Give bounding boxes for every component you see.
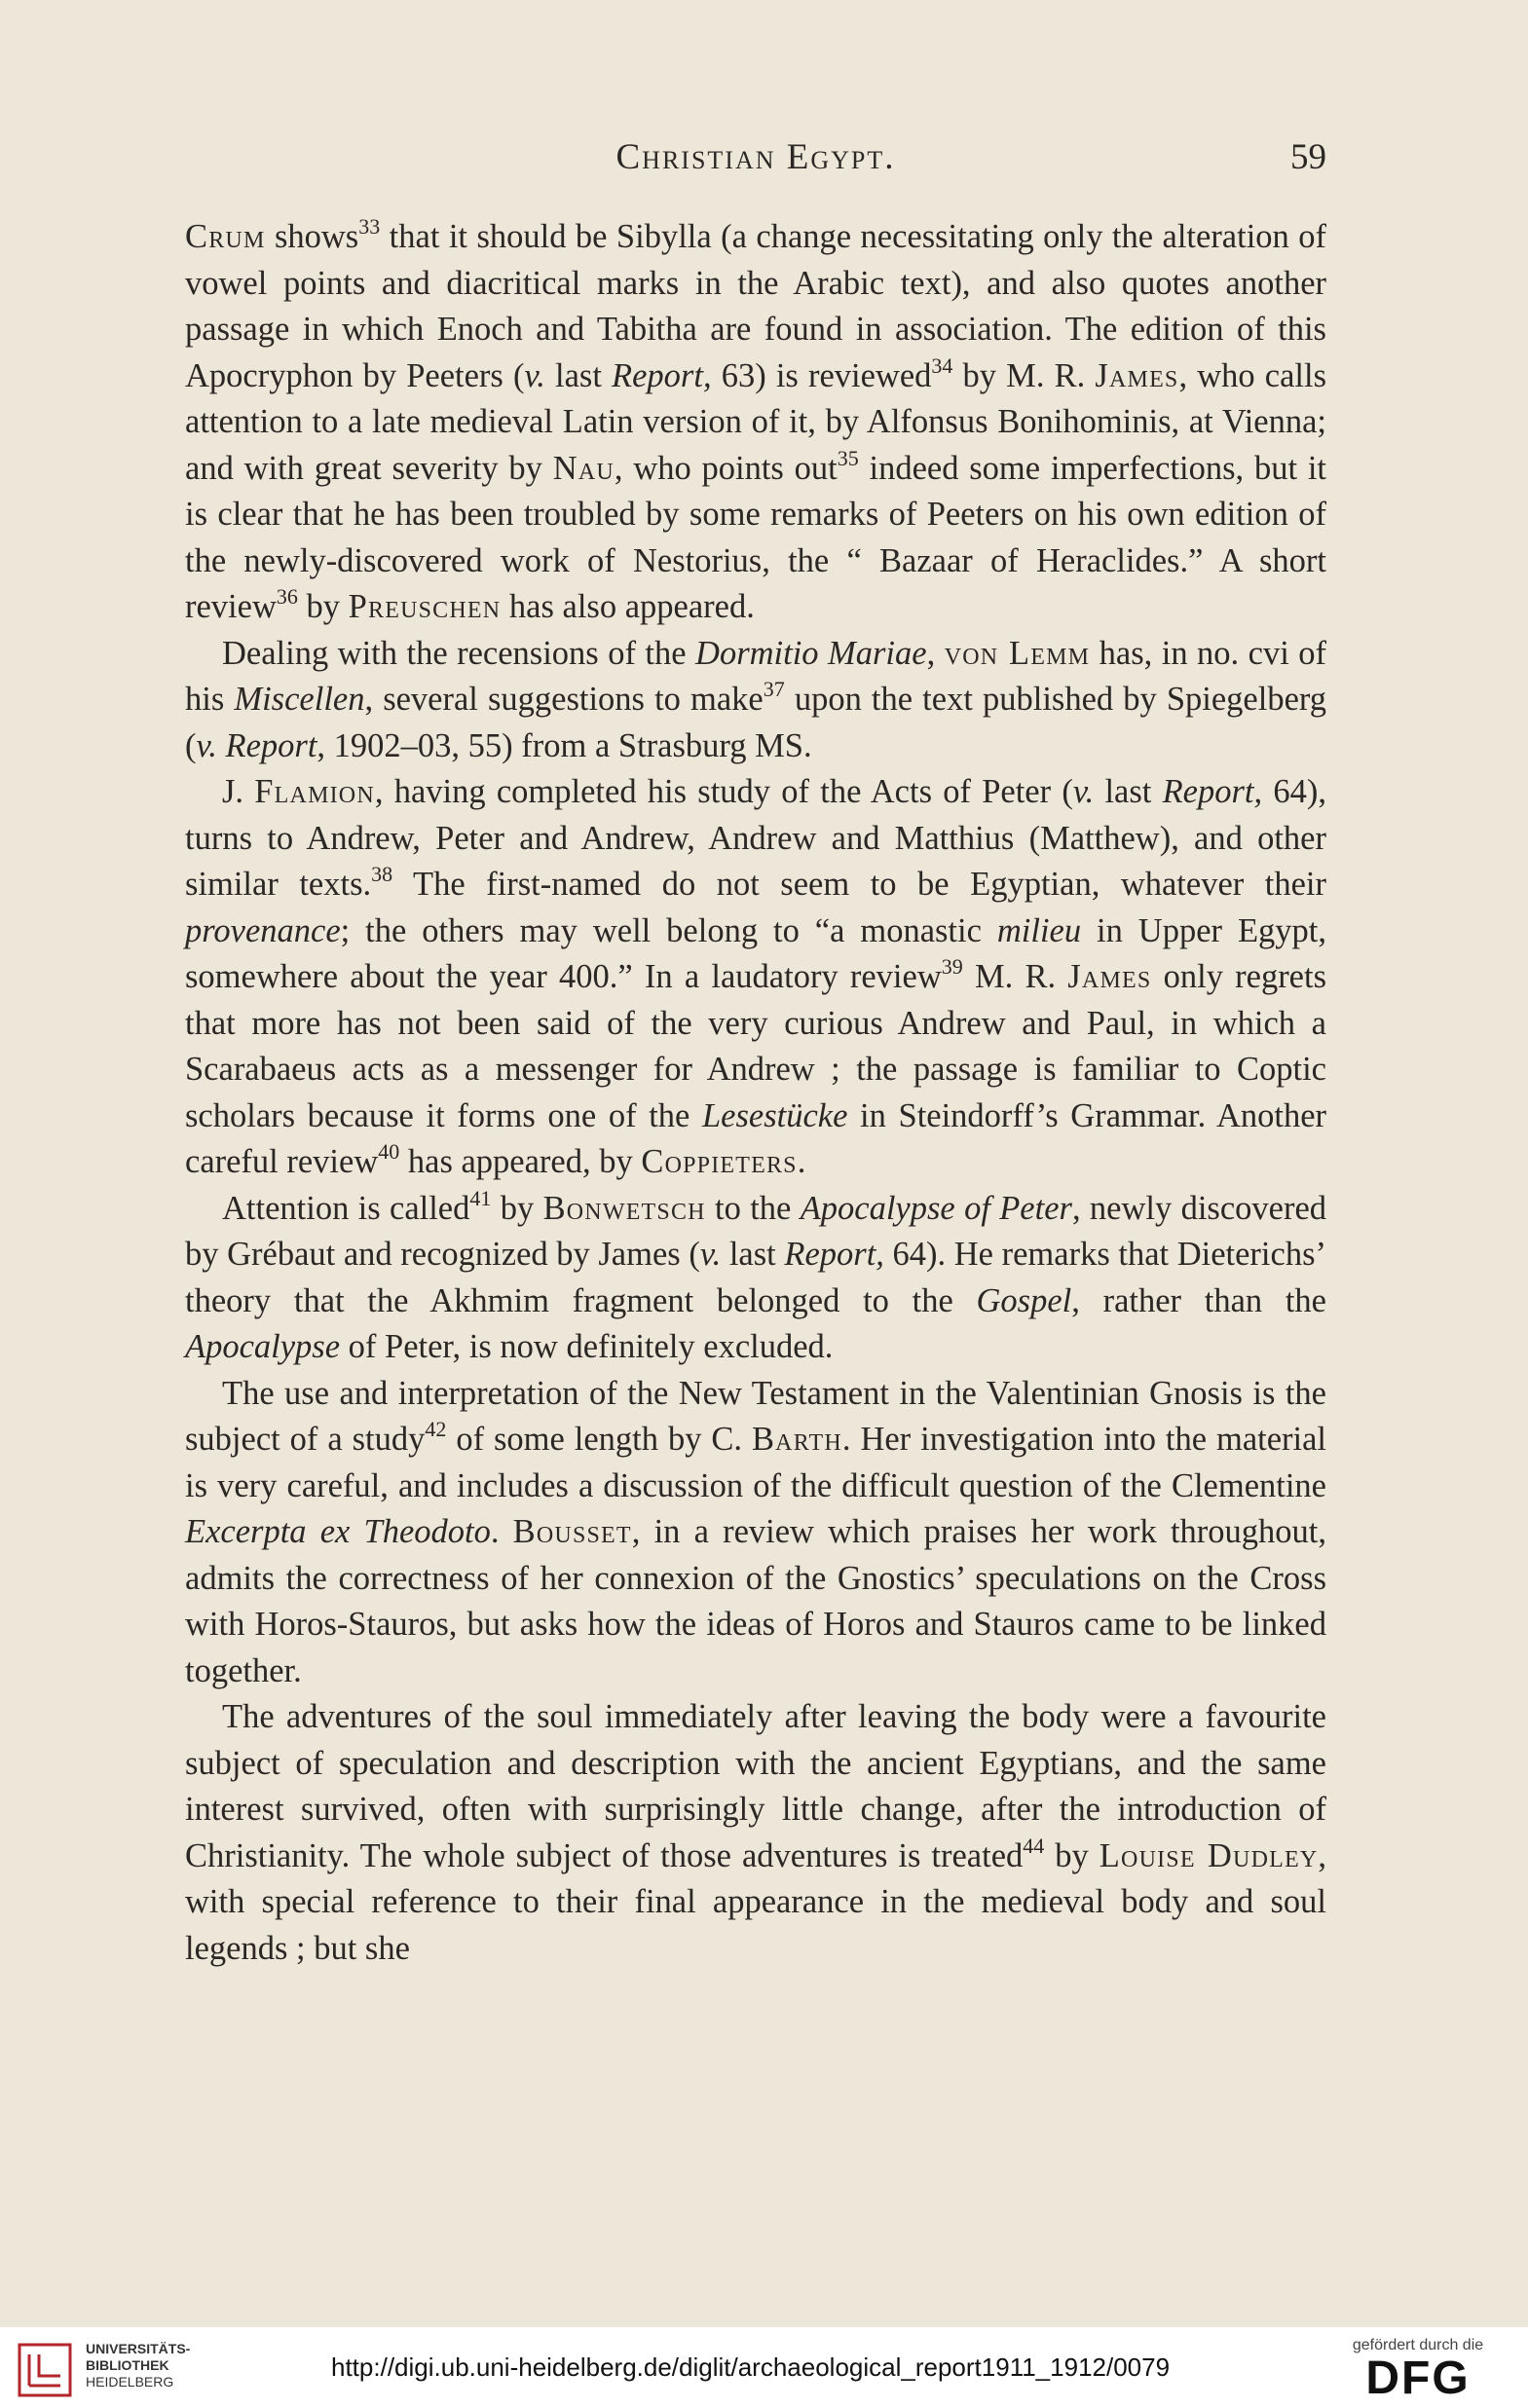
text-run: . <box>797 1143 806 1180</box>
text-run: has appeared, by <box>399 1143 642 1180</box>
author-name: Coppieters <box>641 1143 798 1180</box>
library-name <box>86 2341 242 2390</box>
footnote-ref: 44 <box>1023 1833 1045 1858</box>
text-run: , <box>926 634 945 672</box>
text-run: , with special reference to their final appearance in the medieval body and soul legends ; but she <box>185 1836 1326 1967</box>
viewer-footer <box>0 2327 1528 2408</box>
footnote-ref: 42 <box>425 1417 447 1441</box>
text-run: to the <box>705 1189 801 1227</box>
text-run: upon the text published by Spiegelberg ( <box>185 681 1327 764</box>
text-run: indeed some imperfections, but it is clear that he has been troubled by some remarks of Peeters on his own edition of the newly-discovered work of Nestorius, the “ Bazaar of Heraclides.” A short review <box>185 449 1326 625</box>
paragraph <box>185 769 1326 1186</box>
italic-text: provenance <box>185 911 341 949</box>
text-run: Dealing with the recensions of the <box>222 634 696 672</box>
paragraph <box>185 631 1326 770</box>
paragraph <box>185 1186 1326 1371</box>
funding-credit <box>1325 2337 1510 2403</box>
author-name: von Lemm <box>944 634 1091 672</box>
text-run: 64), turns to Andrew, Peter and Andrew, Andrew and Matthius (Matthew), and other similar texts. <box>185 773 1326 903</box>
text-run: . Her investigation into the material is very careful, and includes a discussion of the difficult question of the Clementine <box>185 1421 1326 1504</box>
italic-text: v. <box>699 1236 722 1273</box>
text-run: . <box>490 1513 513 1550</box>
italic-text: v. <box>524 356 545 394</box>
text-run: shows <box>265 218 359 255</box>
footnote-ref: 38 <box>371 862 393 886</box>
footnote-ref: 35 <box>837 445 859 470</box>
library-name-line: UNIVERSITÄTS- <box>86 2341 191 2356</box>
italic-text: milieu <box>996 911 1082 949</box>
library-name-line: HEIDELBERG <box>86 2374 174 2389</box>
text-run: last <box>544 356 613 394</box>
text-run: has also appeared. <box>501 588 755 625</box>
text-run: of Peter, is now definitely excluded. <box>340 1328 834 1365</box>
permalink[interactable]: http://digi.ub.uni-heidelberg.de/diglit/archaeological_report1911_1912/0079 <box>331 2352 1171 2382</box>
author-name: James <box>1095 356 1179 394</box>
text-run: Attention is called <box>222 1189 470 1227</box>
italic-text: Miscellen <box>234 681 365 718</box>
text-run: 64). He remarks that Dieterichs’ theory that the Akhmim fragment belonged to the <box>185 1236 1326 1319</box>
italic-text: Report, <box>1162 773 1263 810</box>
text-run: of some length by C. <box>446 1421 752 1458</box>
text-run: has, in no. cvi of his <box>185 634 1326 718</box>
text-run: that it should be Sibylla (a change necessitating only the alteration of vowel points and diacritical marks in the Arabic text), and also quotes another passage in which Enoch and Tabitha are found in association. The edition of this Apocryphon by Peeters ( <box>185 218 1326 394</box>
text-run: , having completed his study of the Acts of Peter ( <box>374 773 1073 810</box>
paragraph <box>185 1694 1326 1972</box>
text-run: in Upper Egypt, somewhere about the year 400.” In a laudatory review <box>185 911 1326 995</box>
text-run: by <box>297 588 349 625</box>
text-run: , rather than the <box>1071 1281 1326 1319</box>
text-run: by <box>491 1189 543 1227</box>
text-run: in Steindorff’s Grammar. Another careful review <box>185 1096 1326 1180</box>
text-run: The use and interpretation of the New Testament in the Valentinian Gnosis is the subject of a study <box>185 1374 1326 1458</box>
italic-text: Apocalypse of Peter <box>800 1189 1072 1227</box>
text-run: The adventures of the soul immediately after leaving the body were a favourite subject of speculation and description with the ancient Egyptians, and the same interest survived, often with surprisingly little change, after the introduction of Christianity. The whole subject of those adventures is treated <box>185 1698 1326 1874</box>
text-run: The first-named do not seem to be Egyptian, whatever their <box>392 866 1326 903</box>
funding-note: gefördert durch die <box>1352 2337 1484 2353</box>
text-run: 63) is reviewed <box>711 356 932 394</box>
text-run: only regrets that more has not been said of the very curious Andrew and Paul, in which a Scarabaeus acts as a messenger for Andrew ; the passage is familiar to Coptic scholars because it forms one of the <box>185 958 1327 1134</box>
text-run: , who calls attention to a late medieval Latin version of it, by Alfonsus Bonihominis, at Vienna; and with great severity by <box>185 356 1327 487</box>
text-run: , 1902–03, 55) from a Strasburg MS. <box>317 726 812 764</box>
italic-text: Lesestücke <box>701 1096 848 1134</box>
body-text <box>185 214 1326 1972</box>
text-run: J. <box>222 773 255 810</box>
footnote-ref: 40 <box>378 1139 400 1164</box>
italic-text: Report, <box>784 1236 884 1273</box>
text-run: by M. R. <box>952 356 1096 394</box>
author-name: James <box>1067 958 1152 995</box>
page-number: 59 <box>1290 137 1326 177</box>
paragraph <box>185 214 1326 631</box>
dfg-logo: DFG <box>1365 2352 1471 2404</box>
italic-text: Excerpta ex Theodoto <box>185 1513 491 1550</box>
library-logo-icon <box>16 2341 74 2399</box>
italic-text: Report, <box>612 356 712 394</box>
library-name-line: BIBLIOTHEK <box>86 2357 169 2373</box>
footnote-ref: 36 <box>276 584 298 609</box>
author-name: Nau <box>552 449 615 487</box>
text-run: last <box>1094 773 1163 810</box>
italic-text: Dormitio Mariae <box>695 634 927 672</box>
author-name: Crum <box>185 218 266 255</box>
author-name: Preuschen <box>348 588 502 625</box>
text-run: M. R. <box>962 958 1068 995</box>
text-run: , several suggestions to make <box>364 681 764 718</box>
italic-text: Gospel <box>976 1281 1072 1319</box>
text-run: last <box>721 1236 785 1273</box>
author-name: Louise Dudley <box>1099 1836 1319 1874</box>
footnote-ref: 39 <box>941 954 963 979</box>
page-header <box>185 136 1326 185</box>
footnote-ref: 34 <box>931 352 953 378</box>
footnote-ref: 33 <box>358 214 381 239</box>
author-name: Barth <box>751 1421 842 1458</box>
paragraph <box>185 1371 1326 1695</box>
text-run: , newly discovered by Grébaut and recognized by James ( <box>185 1189 1327 1273</box>
author-name: Bousset <box>512 1513 632 1550</box>
text-run: , in a review which praises her work throughout, admits the correctness of her connexion of the Gnostics’ speculations on the Cross with Horos-Stauros, but asks how the ideas of Horos and Stauros came to be linked together. <box>185 1513 1326 1689</box>
text-run: ; the others may well belong to “a monastic <box>340 911 997 949</box>
text-run: , who points out <box>614 449 838 487</box>
author-name: Flamion <box>254 773 375 810</box>
footnote-ref: 37 <box>763 677 785 701</box>
italic-text: v. Report <box>196 726 317 764</box>
running-head: Christian Egypt. <box>615 137 896 177</box>
text-run: by <box>1044 1836 1099 1874</box>
footnote-ref: 41 <box>469 1185 492 1210</box>
italic-text: v. <box>1072 773 1095 810</box>
italic-text: Apocalypse <box>185 1328 341 1365</box>
author-name: Bonwetsch <box>542 1189 706 1227</box>
